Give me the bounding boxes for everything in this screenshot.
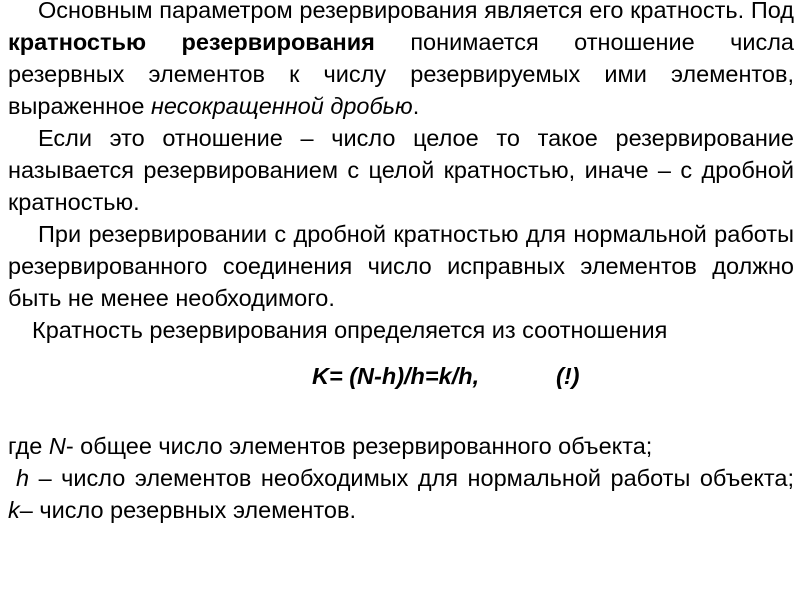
italic-term: несокращенной дробью xyxy=(150,93,413,119)
paragraph-text: . xyxy=(412,93,420,119)
paragraph-text: При резервировании с дробной кратностью для нормальной работы резервированного соединения число исправных элементов должно быть не менее необходимого. xyxy=(8,221,794,311)
slide-content xyxy=(8,0,794,526)
definition-text: – число элементов необходимых для нормальной работы объекта; xyxy=(29,465,794,491)
spacer xyxy=(8,398,794,430)
definition-text: – число резервных элементов. xyxy=(19,497,356,523)
variable-N: N xyxy=(48,433,66,459)
definition-N xyxy=(8,430,794,462)
paragraph-definition xyxy=(8,0,794,122)
paragraph-text: Если это отношение – число целое то такое резервирование называется резервированием с целой кратностью, иначе – с дробной кратностью. xyxy=(8,125,794,215)
paragraph-fractional-multiplicity xyxy=(8,218,794,314)
definition-h-k xyxy=(8,462,794,526)
paragraph-integer-multiplicity xyxy=(8,122,794,218)
formula-expression: K= (N-h)/h=k/h, xyxy=(312,363,480,389)
variable-h: h xyxy=(16,465,30,491)
paragraph-text: Основным параметром резервирования является его кратность. Под xyxy=(38,0,794,23)
paragraph-formula-intro xyxy=(8,314,794,346)
paragraph-text: Кратность резервирования определяется из соотношения xyxy=(32,317,668,343)
bold-term: кратностью резервирования xyxy=(8,29,375,55)
paragraph-text: понимается отношение числа резервных элементов к числу резервируемых ими элементов, выраженное xyxy=(8,29,794,119)
formula-mark: (!) xyxy=(556,363,580,389)
variable-k: k xyxy=(8,497,20,523)
definition-prefix: где xyxy=(8,433,49,459)
definition-text: - общее число элементов резервированного объекта; xyxy=(65,433,653,459)
formula-line xyxy=(8,354,794,398)
